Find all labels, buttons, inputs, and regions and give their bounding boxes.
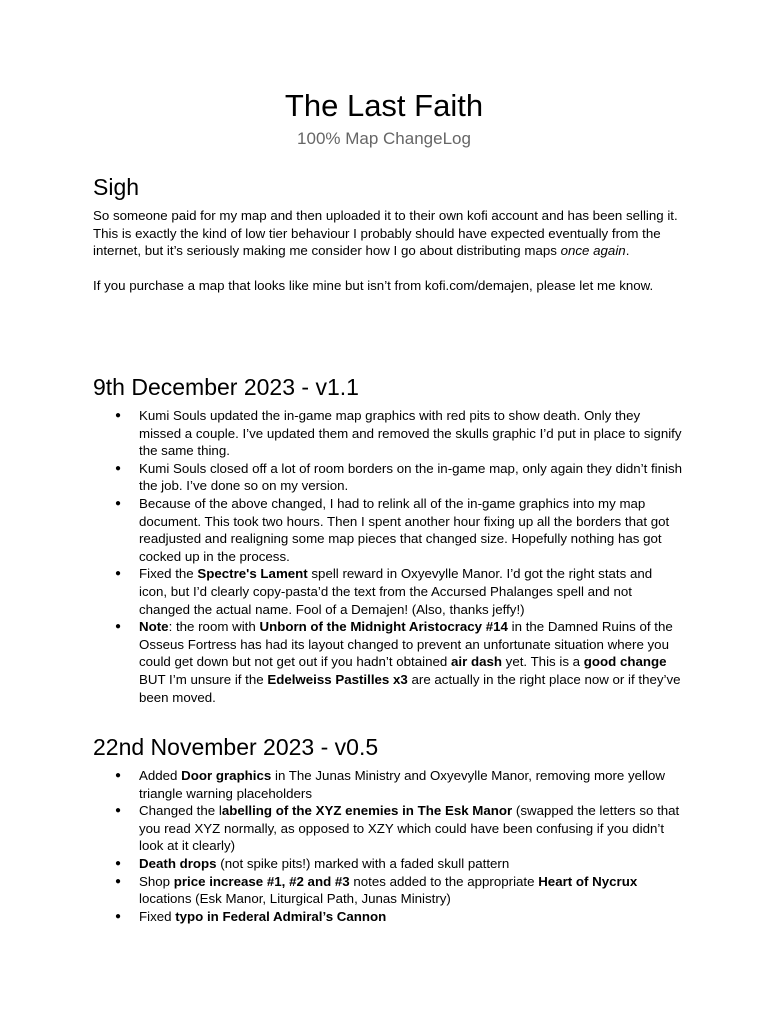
list-item-text: yet. This is a bbox=[501, 654, 584, 670]
list-item: ● Because of the above changed, I had to relink all of the in-game graphics into my map document. This took two hours. Then I spent another hour fixing up all the borders that got readjusted and realigning some map pieces that changed size. Hopefully nothing has got cocked up in the process. bbox=[93, 495, 683, 565]
list-item bbox=[93, 873, 683, 908]
document-title: The Last Faith bbox=[284, 88, 484, 123]
list-item-text: Fixed bbox=[139, 908, 176, 924]
list-item-bold: good change bbox=[583, 654, 667, 670]
list-item-text: locations (Esk Manor, Liturgical Path, Junas Ministry) bbox=[139, 891, 451, 907]
sigh-paragraph-1-end: . bbox=[625, 243, 630, 259]
section-v1-1 bbox=[93, 372, 683, 706]
list-item-bold: Note bbox=[139, 619, 169, 635]
list-item-bold: Spectre's Lament bbox=[197, 566, 308, 582]
list-item bbox=[93, 908, 683, 926]
v0-5-change-list bbox=[93, 767, 683, 925]
list-item-bold: typo in Federal Admiral’s Cannon bbox=[175, 908, 387, 924]
list-item-text: Changed the l bbox=[139, 803, 222, 819]
sigh-paragraph-1-text: So someone paid for my map and then uploaded it to their own kofi account and has been selling it. This is exactly the kind of low tier behaviour I probably should have expected eventually from the internet, but it’s seriously making me consider how I go about distributing maps bbox=[93, 208, 678, 259]
document-subtitle: 100% Map ChangeLog bbox=[297, 129, 471, 148]
list-item-bold: abelling of the XYZ enemies in The Esk Manor bbox=[221, 803, 513, 819]
list-item-text: in The Junas Ministry and Oxyevylle Manor, removing more yellow triangle warning placeholders bbox=[139, 768, 665, 801]
sigh-paragraph-1 bbox=[93, 207, 683, 260]
list-item bbox=[93, 855, 683, 873]
list-item-text: : the room with bbox=[168, 619, 260, 635]
v1-1-change-list bbox=[93, 407, 683, 706]
section-v0-5 bbox=[93, 732, 683, 925]
list-item-bold: Heart of Nycrux bbox=[538, 873, 638, 889]
list-item-bold: Door graphics bbox=[181, 768, 272, 783]
list-item-bold: Unborn of the Midnight Aristocracy #14 bbox=[259, 619, 508, 635]
list-item-bold: air dash bbox=[450, 654, 502, 670]
list-item bbox=[93, 802, 683, 855]
list-item-text: BUT I’m unsure if the bbox=[139, 671, 268, 687]
list-item bbox=[93, 565, 683, 618]
sigh-paragraph-2: If you purchase a map that looks like mine but isn’t from kofi.com/demajen, please let me know. bbox=[93, 277, 654, 293]
list-item-text: (swapped the letters so that you read XYZ normally, as opposed to XZY which could have been confusing if you didn’t look at it clearly) bbox=[139, 803, 680, 854]
section-heading-v0-5: 22nd November 2023 - v0.5 bbox=[93, 734, 379, 760]
list-item: ● Kumi Souls closed off a lot of room borders on the in-game map, only again they didn’t finish the job. I’ve done so on my version. bbox=[93, 460, 683, 495]
list-item-text: spell reward in Oxyevylle Manor. I’d got the right stats and icon, but I’d clearly copy-pasta’d the text from the Accursed Phalanges spell and not changed the actual name. Fool of a Demajen! (Also, thanks jeffy!) bbox=[139, 566, 653, 617]
sigh-paragraph-1-emphasis: once again bbox=[560, 243, 626, 259]
list-item-text: Shop bbox=[139, 873, 174, 889]
list-item-text: are actually in the right place now or if they’ve been moved. bbox=[139, 671, 681, 705]
section-heading-v1-1: 9th December 2023 - v1.1 bbox=[93, 374, 359, 400]
list-item bbox=[93, 618, 683, 706]
section-heading-sigh: Sigh bbox=[93, 174, 140, 200]
list-item: ● Kumi Souls updated the in-game map graphics with red pits to show death. Only they missed a couple. I’ve updated them and removed the skulls graphic I’d put in place to signify the same thing. bbox=[93, 407, 683, 460]
list-item-text: Added bbox=[139, 768, 182, 783]
list-item-text: Fixed the bbox=[139, 566, 198, 582]
list-item-text: notes added to the appropriate bbox=[349, 873, 539, 889]
list-item-bold: price increase #1, #2 and #3 bbox=[173, 873, 350, 889]
list-item-bold: Edelweiss Pastilles x3 bbox=[267, 671, 408, 687]
list-item bbox=[93, 767, 683, 802]
list-item-text: in the Damned Ruins of the Osseus Fortress has had its layout changed to prevent an unfortunate situation where you could get down but not get out if you hadn’t obtained bbox=[139, 619, 673, 670]
list-item-text: (not spike pits!) marked with a faded skull pattern bbox=[216, 855, 510, 871]
section-sigh bbox=[93, 172, 683, 294]
list-item-bold: Death drops bbox=[139, 855, 217, 871]
